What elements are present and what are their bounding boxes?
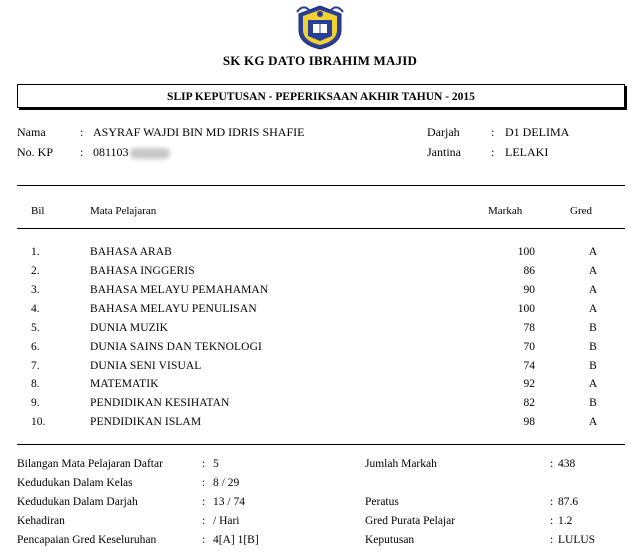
divider <box>17 444 625 445</box>
table-row <box>0 322 640 338</box>
school-name: SK KG DATO IBRAHIM MAJID <box>222 53 418 68</box>
summary-label: Bilangan Mata Pelajaran Daftar <box>17 458 163 470</box>
kp-value: 081103 <box>93 145 129 159</box>
summary-separator: : <box>550 515 554 527</box>
row-subject: BAHASA INGGERIS <box>90 265 195 277</box>
row-grade: A <box>588 416 598 428</box>
jantina-label: Jantina <box>427 145 461 159</box>
row-bil: 1. <box>31 246 40 258</box>
summary-label: Kehadiran <box>17 515 65 527</box>
kp-separator: : <box>80 145 84 159</box>
header-mark: Markah <box>488 205 523 217</box>
darjah-value: D1 DELIMA <box>505 125 570 139</box>
row-bil: 9. <box>31 397 40 409</box>
row-mark: 90 <box>523 284 535 296</box>
row-mark: 78 <box>523 322 535 334</box>
table-row <box>0 397 640 413</box>
table-row <box>0 341 640 357</box>
summary-label: Kedudukan Dalam Kelas <box>17 477 133 489</box>
summary-value: 1.2 <box>558 515 573 527</box>
header-grade: Gred <box>570 205 592 217</box>
kp-value-row <box>93 145 170 160</box>
summary-label: Kedudukan Dalam Darjah <box>17 496 138 508</box>
table-row <box>0 284 640 300</box>
header-bil: Bil <box>31 205 45 217</box>
table-row <box>0 416 640 432</box>
summary-separator: : <box>202 515 206 527</box>
summary-value: 438 <box>558 458 576 470</box>
row-subject: PENDIDIKAN KESIHATAN <box>90 397 230 409</box>
divider <box>17 185 625 186</box>
summary-separator: : <box>202 477 206 489</box>
summary-value: 8 / 29 <box>213 477 240 489</box>
header-subject: Mata Pelajaran <box>90 205 157 217</box>
name-label: Nama <box>17 125 46 139</box>
table-row <box>0 303 640 319</box>
row-bil: 10. <box>31 416 46 428</box>
row-mark: 98 <box>523 416 535 428</box>
row-grade: B <box>589 341 597 353</box>
row-grade: A <box>588 265 598 277</box>
row-subject: PENDIDIKAN ISLAM <box>90 416 202 428</box>
row-grade: B <box>589 397 597 409</box>
summary-separator: : <box>202 534 206 546</box>
row-mark: 100 <box>517 303 535 315</box>
row-subject: DUNIA SAINS DAN TEKNOLOGI <box>90 341 262 353</box>
row-bil: 6. <box>31 341 40 353</box>
row-grade: A <box>588 303 598 315</box>
row-mark: 82 <box>523 397 535 409</box>
summary-value: 5 <box>213 458 219 470</box>
jantina-separator: : <box>491 145 495 159</box>
divider <box>17 228 625 229</box>
summary-separator: : <box>550 534 554 546</box>
student-name: ASYRAF WAJDI BIN MD IDRIS SHAFIE <box>93 125 305 139</box>
summary-label: Gred Purata Pelajar <box>365 515 456 527</box>
summary-label: Keputusan <box>365 534 415 546</box>
row-mark: 86 <box>523 265 535 277</box>
summary-value: 87.6 <box>558 496 579 508</box>
summary-separator: : <box>550 458 554 470</box>
row-bil: 3. <box>31 284 40 296</box>
summary-label: Jumlah Markah <box>365 458 437 470</box>
row-mark: 100 <box>517 246 535 258</box>
row-grade: A <box>588 284 598 296</box>
summary-separator: : <box>202 496 206 508</box>
row-bil: 8. <box>31 378 40 390</box>
summary-value: LULUS <box>558 534 596 546</box>
row-grade: B <box>589 360 597 372</box>
jantina-value: LELAKI <box>505 145 549 159</box>
table-row <box>0 378 640 394</box>
row-subject: DUNIA SENI VISUAL <box>90 360 202 372</box>
summary-separator: : <box>550 496 554 508</box>
row-mark: 74 <box>523 360 535 372</box>
darjah-separator: : <box>491 125 495 139</box>
row-grade: A <box>588 246 598 258</box>
row-mark: 70 <box>523 341 535 353</box>
row-grade: A <box>588 378 598 390</box>
school-crest-icon <box>295 2 345 50</box>
slip-title: SLIP KEPUTUSAN - PEPERIKSAAN AKHIR TAHUN - 2015 <box>167 91 475 103</box>
row-subject: MATEMATIK <box>90 378 159 390</box>
row-subject: BAHASA MELAYU PENULISAN <box>90 303 257 315</box>
row-bil: 2. <box>31 265 40 277</box>
row-bil: 7. <box>31 360 40 372</box>
kp-label: No. KP <box>17 145 54 159</box>
summary-label: Peratus <box>365 496 399 508</box>
summary-value: 13 / 74 <box>213 496 245 508</box>
row-bil: 4. <box>31 303 40 315</box>
summary-value: / Hari <box>213 515 240 527</box>
table-row <box>0 360 640 376</box>
row-grade: B <box>589 322 597 334</box>
row-subject: BAHASA ARAB <box>90 246 172 258</box>
darjah-label: Darjah <box>427 125 460 139</box>
summary-value: 4[A] 1[B] <box>213 534 259 546</box>
row-subject: DUNIA MUZIK <box>90 322 169 334</box>
row-bil: 5. <box>31 322 40 334</box>
summary-label: Pencapaian Gred Keseluruhan <box>17 534 157 546</box>
name-separator: : <box>80 125 84 139</box>
table-row <box>0 265 640 281</box>
slip-title-box <box>17 84 625 108</box>
summary-separator: : <box>202 458 206 470</box>
row-mark: 92 <box>523 378 535 390</box>
table-row <box>0 246 640 262</box>
row-subject: BAHASA MELAYU PEMAHAMAN <box>90 284 269 296</box>
redaction-blur <box>130 148 170 159</box>
